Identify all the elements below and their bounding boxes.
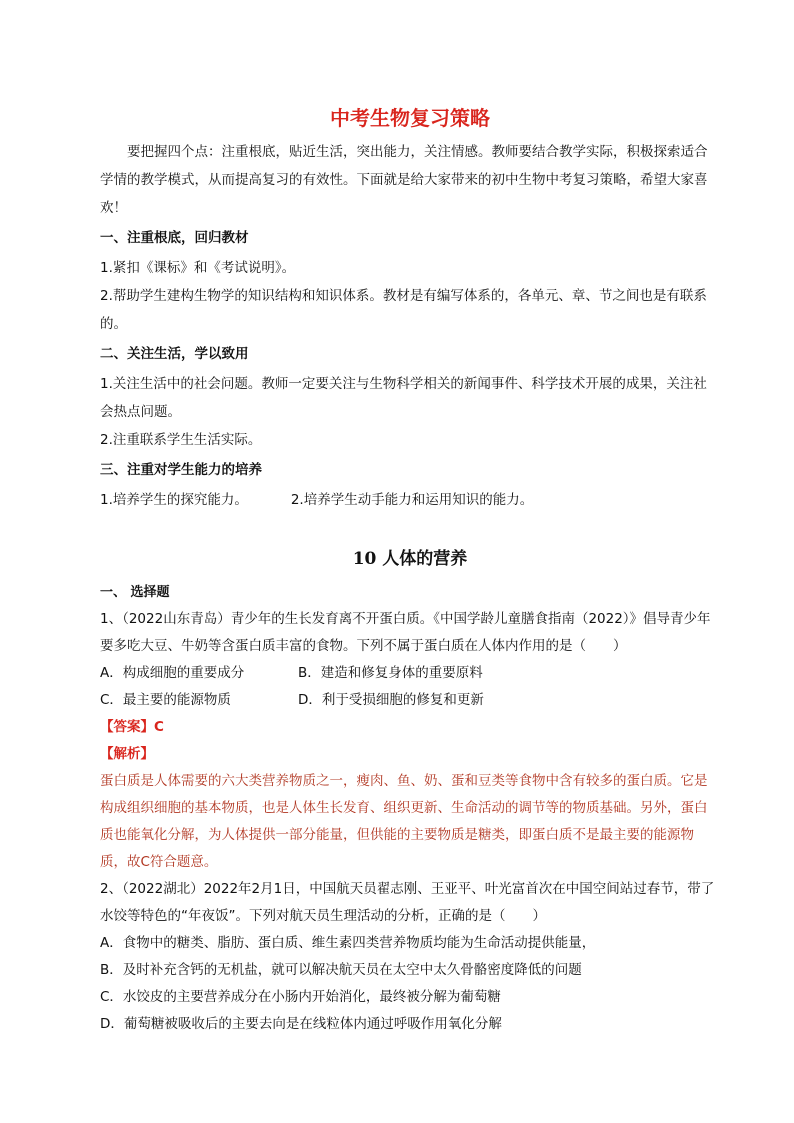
question-1-option-a: A．构成细胞的重要成分 bbox=[100, 665, 245, 681]
question-1-stem: 1、（2022山东青岛）青少年的生长发育离不开蛋白质。《中国学龄儿童膳食指南（2022）》倡导青少年要多吃大豆、牛奶等含蛋白质丰富的食物。下列不属于蛋白质在人体内作用的是（ ） bbox=[100, 611, 711, 654]
question-1-analysis-label: 【解析】 bbox=[100, 746, 154, 762]
section-3-item-2: 2.培养学生动手能力和运用知识的能力。 bbox=[290, 492, 534, 508]
section-2-item-1: 1.关注生活中的社会问题。教师一定要关注与生物科学相关的新闻事件、科学技术开展的成果，关注社会热点问题。 bbox=[100, 376, 707, 420]
question-2-option-b: B．及时补充含钙的无机盐，就可以解决航天员在太空中太久骨骼密度降低的问题 bbox=[100, 962, 582, 978]
question-2-option-a: A．食物中的糖类、脂肪、蛋白质、维生素四类营养物质均能为生命活动提供能量， bbox=[100, 935, 596, 951]
section-3-item-1: 1.培养学生的探究能力。 bbox=[100, 492, 248, 508]
question-2-option-c: C．水饺皮的主要营养成分在小肠内开始消化，最终被分解为葡萄糖 bbox=[100, 989, 501, 1005]
section-heading-2: 二、关注生活，学以致用 bbox=[100, 346, 249, 362]
section-2-item-2: 2.注重联系学生生活实际。 bbox=[100, 432, 262, 448]
question-1-analysis: 蛋白质是人体需要的六大类营养物质之一，瘦肉、鱼、奶、蛋和豆类等食物中含有较多的蛋白质。它是构成组织细胞的基本物质，也是人体生长发育、组织更新、生命活动的调节等的物质基础。另外，蛋白质也能氧化分解，为人体提供一部分能量，但供能的主要物质是糖类，即蛋白质不是最主要的能源物质，故C符合题意。 bbox=[100, 773, 708, 870]
question-1-option-d: D．利于受损细胞的修复和更新 bbox=[298, 692, 484, 708]
section-1-item-2: 2.帮助学生建构生物学的知识结构和知识体系。教材是有编写体系的，各单元、章、节之间也是有联系的。 bbox=[100, 288, 707, 332]
document-page bbox=[100, 100, 720, 1038]
section-heading-1: 一、注重根底，回归教材 bbox=[100, 230, 249, 246]
question-1-options-row-2 bbox=[100, 687, 720, 714]
question-2-option-d: D．葡萄糖被吸收后的主要去向是在线粒体内通过呼吸作用氧化分解 bbox=[100, 1016, 502, 1032]
quiz-title: 10 人体的营养 bbox=[352, 549, 468, 569]
section-3-items bbox=[100, 486, 720, 514]
intro-paragraph: 要把握四个点：注重根底，贴近生活，突出能力，关注情感。教师要结合教学实际，积极探索适合学情的教学模式，从而提高复习的有效性。下面就是给大家带来的初中生物中考复习策略，希望大家喜欢！ bbox=[100, 144, 708, 216]
quiz-section-label: 一、 选择题 bbox=[100, 585, 170, 600]
section-1-item-1: 1.紧扣《课标》和《考试说明》。 bbox=[100, 260, 296, 276]
question-1-option-c: C．最主要的能源物质 bbox=[100, 692, 231, 708]
section-heading-3: 三、注重对学生能力的培养 bbox=[100, 462, 262, 478]
doc-title: 中考生物复习策略 bbox=[330, 106, 490, 130]
question-1-answer: 【答案】C bbox=[100, 719, 164, 735]
question-1-options-row-1 bbox=[100, 660, 720, 687]
question-1-option-b: B．建造和修复身体的重要原料 bbox=[298, 665, 483, 681]
question-2-stem: 2、（2022湖北）2022年2月1日，中国航天员翟志刚、王亚平、叶光富首次在中国空间站过春节，带了水饺等特色的“年夜饭”。下列对航天员生理活动的分析，正确的是（ ） bbox=[100, 881, 715, 924]
